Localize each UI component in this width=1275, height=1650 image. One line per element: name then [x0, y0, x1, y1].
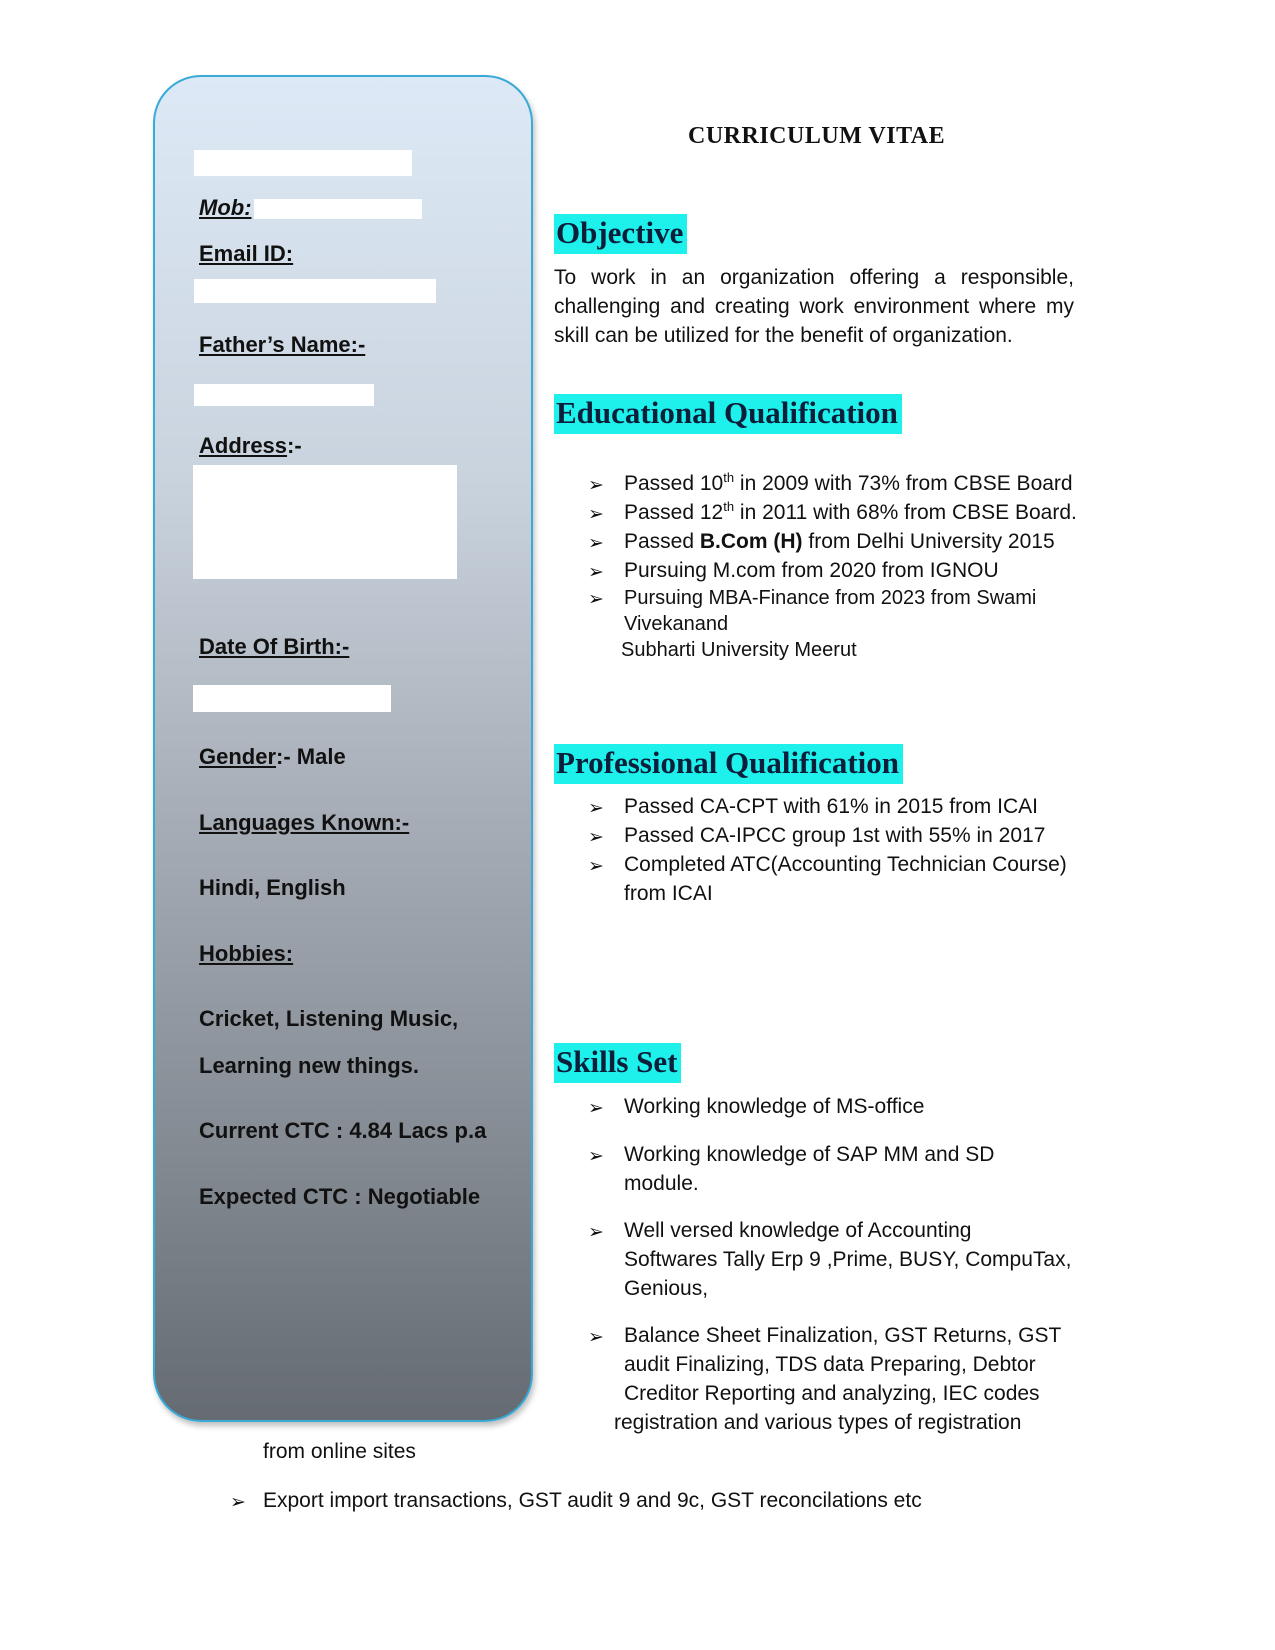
- education-item-5-line-3: Subharti University Meerut: [621, 639, 857, 661]
- education-item-2-sup: th: [723, 499, 735, 514]
- bullet-arrow-icon: ➢: [588, 533, 604, 554]
- expected-ctc: Expected CTC : Negotiable: [199, 1184, 481, 1209]
- father-name-label: Father’s Name:-: [199, 332, 366, 357]
- hobbies-label: Hobbies:: [199, 941, 294, 966]
- education-item-1-sup: th: [723, 470, 735, 485]
- skills-item-5: Export import transactions, GST audit 9 and 9c, GST reconcilations etc: [263, 1489, 922, 1512]
- education-item-4: Pursuing M.com from 2020 from IGNOU: [624, 559, 999, 582]
- education-item-5-line-1: Pursuing MBA-Finance from 2023 from Swami: [624, 587, 1037, 609]
- education-item-2-pre: Passed 12: [624, 501, 724, 524]
- skills-item-4-line-1: Balance Sheet Finalization, GST Returns, GST: [624, 1324, 1062, 1347]
- education-item-1-pre: Passed 10: [624, 472, 724, 495]
- languages-value: Hindi, English: [199, 875, 346, 900]
- redacted-dob: [193, 685, 391, 712]
- professional-item-1: Passed CA-CPT with 61% in 2015 from ICAI: [624, 795, 1038, 818]
- skills-item-3-line-1: Well versed knowledge of Accounting: [624, 1219, 972, 1242]
- professional-item-3-continued: from ICAI: [624, 882, 713, 905]
- objective-line-1: To work in an organization offering a responsible,: [554, 266, 1074, 289]
- email-label: Email ID:: [199, 241, 294, 266]
- redacted-email: [194, 279, 436, 303]
- address-label-suffix: :-: [287, 433, 302, 458]
- languages-label: Languages Known:-: [199, 810, 410, 835]
- hobbies-line-2: Learning new things.: [199, 1053, 420, 1078]
- education-heading: Educational Qualification: [554, 394, 902, 434]
- redacted-mobile: [254, 199, 422, 219]
- bullet-arrow-icon: ➢: [588, 504, 604, 525]
- hobbies-line-1: Cricket, Listening Music,: [199, 1006, 459, 1031]
- skills-item-4-line-2: audit Finalizing, TDS data Preparing, Debtor: [624, 1353, 1036, 1376]
- gender-row: [199, 744, 346, 770]
- bullet-arrow-icon: ➢: [588, 1146, 604, 1167]
- bullet-arrow-icon: ➢: [588, 827, 604, 848]
- mob-label: Mob:: [199, 195, 252, 220]
- education-item-3-pre: Passed: [624, 530, 700, 553]
- skills-item-4-line-3: Creditor Reporting and analyzing, IEC codes: [624, 1382, 1040, 1405]
- bullet-arrow-icon: ➢: [588, 1327, 604, 1348]
- document-title: CURRICULUM VITAE: [688, 123, 946, 149]
- professional-item-3: Completed ATC(Accounting Technician Course): [624, 853, 1067, 876]
- education-item-1: [624, 470, 1073, 498]
- education-item-5-line-2: Vivekanand: [624, 613, 729, 635]
- bullet-arrow-icon: ➢: [588, 1098, 604, 1119]
- bullet-arrow-icon: ➢: [588, 562, 604, 583]
- skills-item-2-line-1: Working knowledge of SAP MM and SD: [624, 1143, 995, 1166]
- dob-label: Date Of Birth:-: [199, 634, 350, 659]
- skills-item-1: Working knowledge of MS-office: [624, 1095, 925, 1118]
- professional-heading: Professional Qualification: [554, 744, 903, 784]
- redacted-father-name: [194, 384, 374, 406]
- education-item-3-bold: B.Com (H): [699, 530, 803, 553]
- skills-item-4-line-5: from online sites: [263, 1440, 416, 1463]
- education-item-3: [624, 528, 1055, 556]
- objective-line-2: challenging and creating work environment where my: [554, 295, 1074, 318]
- skills-item-3-line-3: Genious,: [624, 1277, 709, 1300]
- address-label: [199, 433, 302, 459]
- bullet-arrow-icon: ➢: [588, 856, 604, 877]
- education-item-2-post: in 2011 with 68% from CBSE Board.: [734, 501, 1077, 524]
- skills-item-3-line-2: Softwares Tally Erp 9 ,Prime, BUSY, CompuTax,: [624, 1248, 1072, 1271]
- gender-value: :- Male: [276, 744, 346, 769]
- skills-heading: Skills Set: [554, 1043, 681, 1083]
- objective-line-3: skill can be utilized for the benefit of organization.: [554, 324, 1013, 347]
- education-item-2: [624, 499, 1077, 527]
- objective-heading: Objective: [554, 214, 687, 254]
- redacted-address: [193, 465, 457, 579]
- address-label-text: Address: [199, 433, 288, 458]
- skills-item-2-line-2: module.: [624, 1172, 699, 1195]
- gender-label: Gender: [199, 744, 277, 769]
- current-ctc: Current CTC : 4.84 Lacs p.a: [199, 1118, 487, 1143]
- education-item-3-post: from Delhi University 2015: [802, 530, 1055, 553]
- professional-item-2: Passed CA-IPCC group 1st with 55% in 2017: [624, 824, 1046, 847]
- bullet-arrow-icon: ➢: [588, 475, 604, 496]
- bullet-arrow-icon: ➢: [588, 1222, 604, 1243]
- bullet-arrow-icon: ➢: [230, 1492, 246, 1513]
- bullet-arrow-icon: ➢: [588, 589, 604, 610]
- redacted-name: [194, 150, 412, 176]
- objective-paragraph: [554, 263, 1074, 350]
- skills-item-4-line-4: registration and various types of registration: [614, 1411, 1022, 1434]
- education-item-1-post: in 2009 with 73% from CBSE Board: [734, 472, 1073, 495]
- bullet-arrow-icon: ➢: [588, 798, 604, 819]
